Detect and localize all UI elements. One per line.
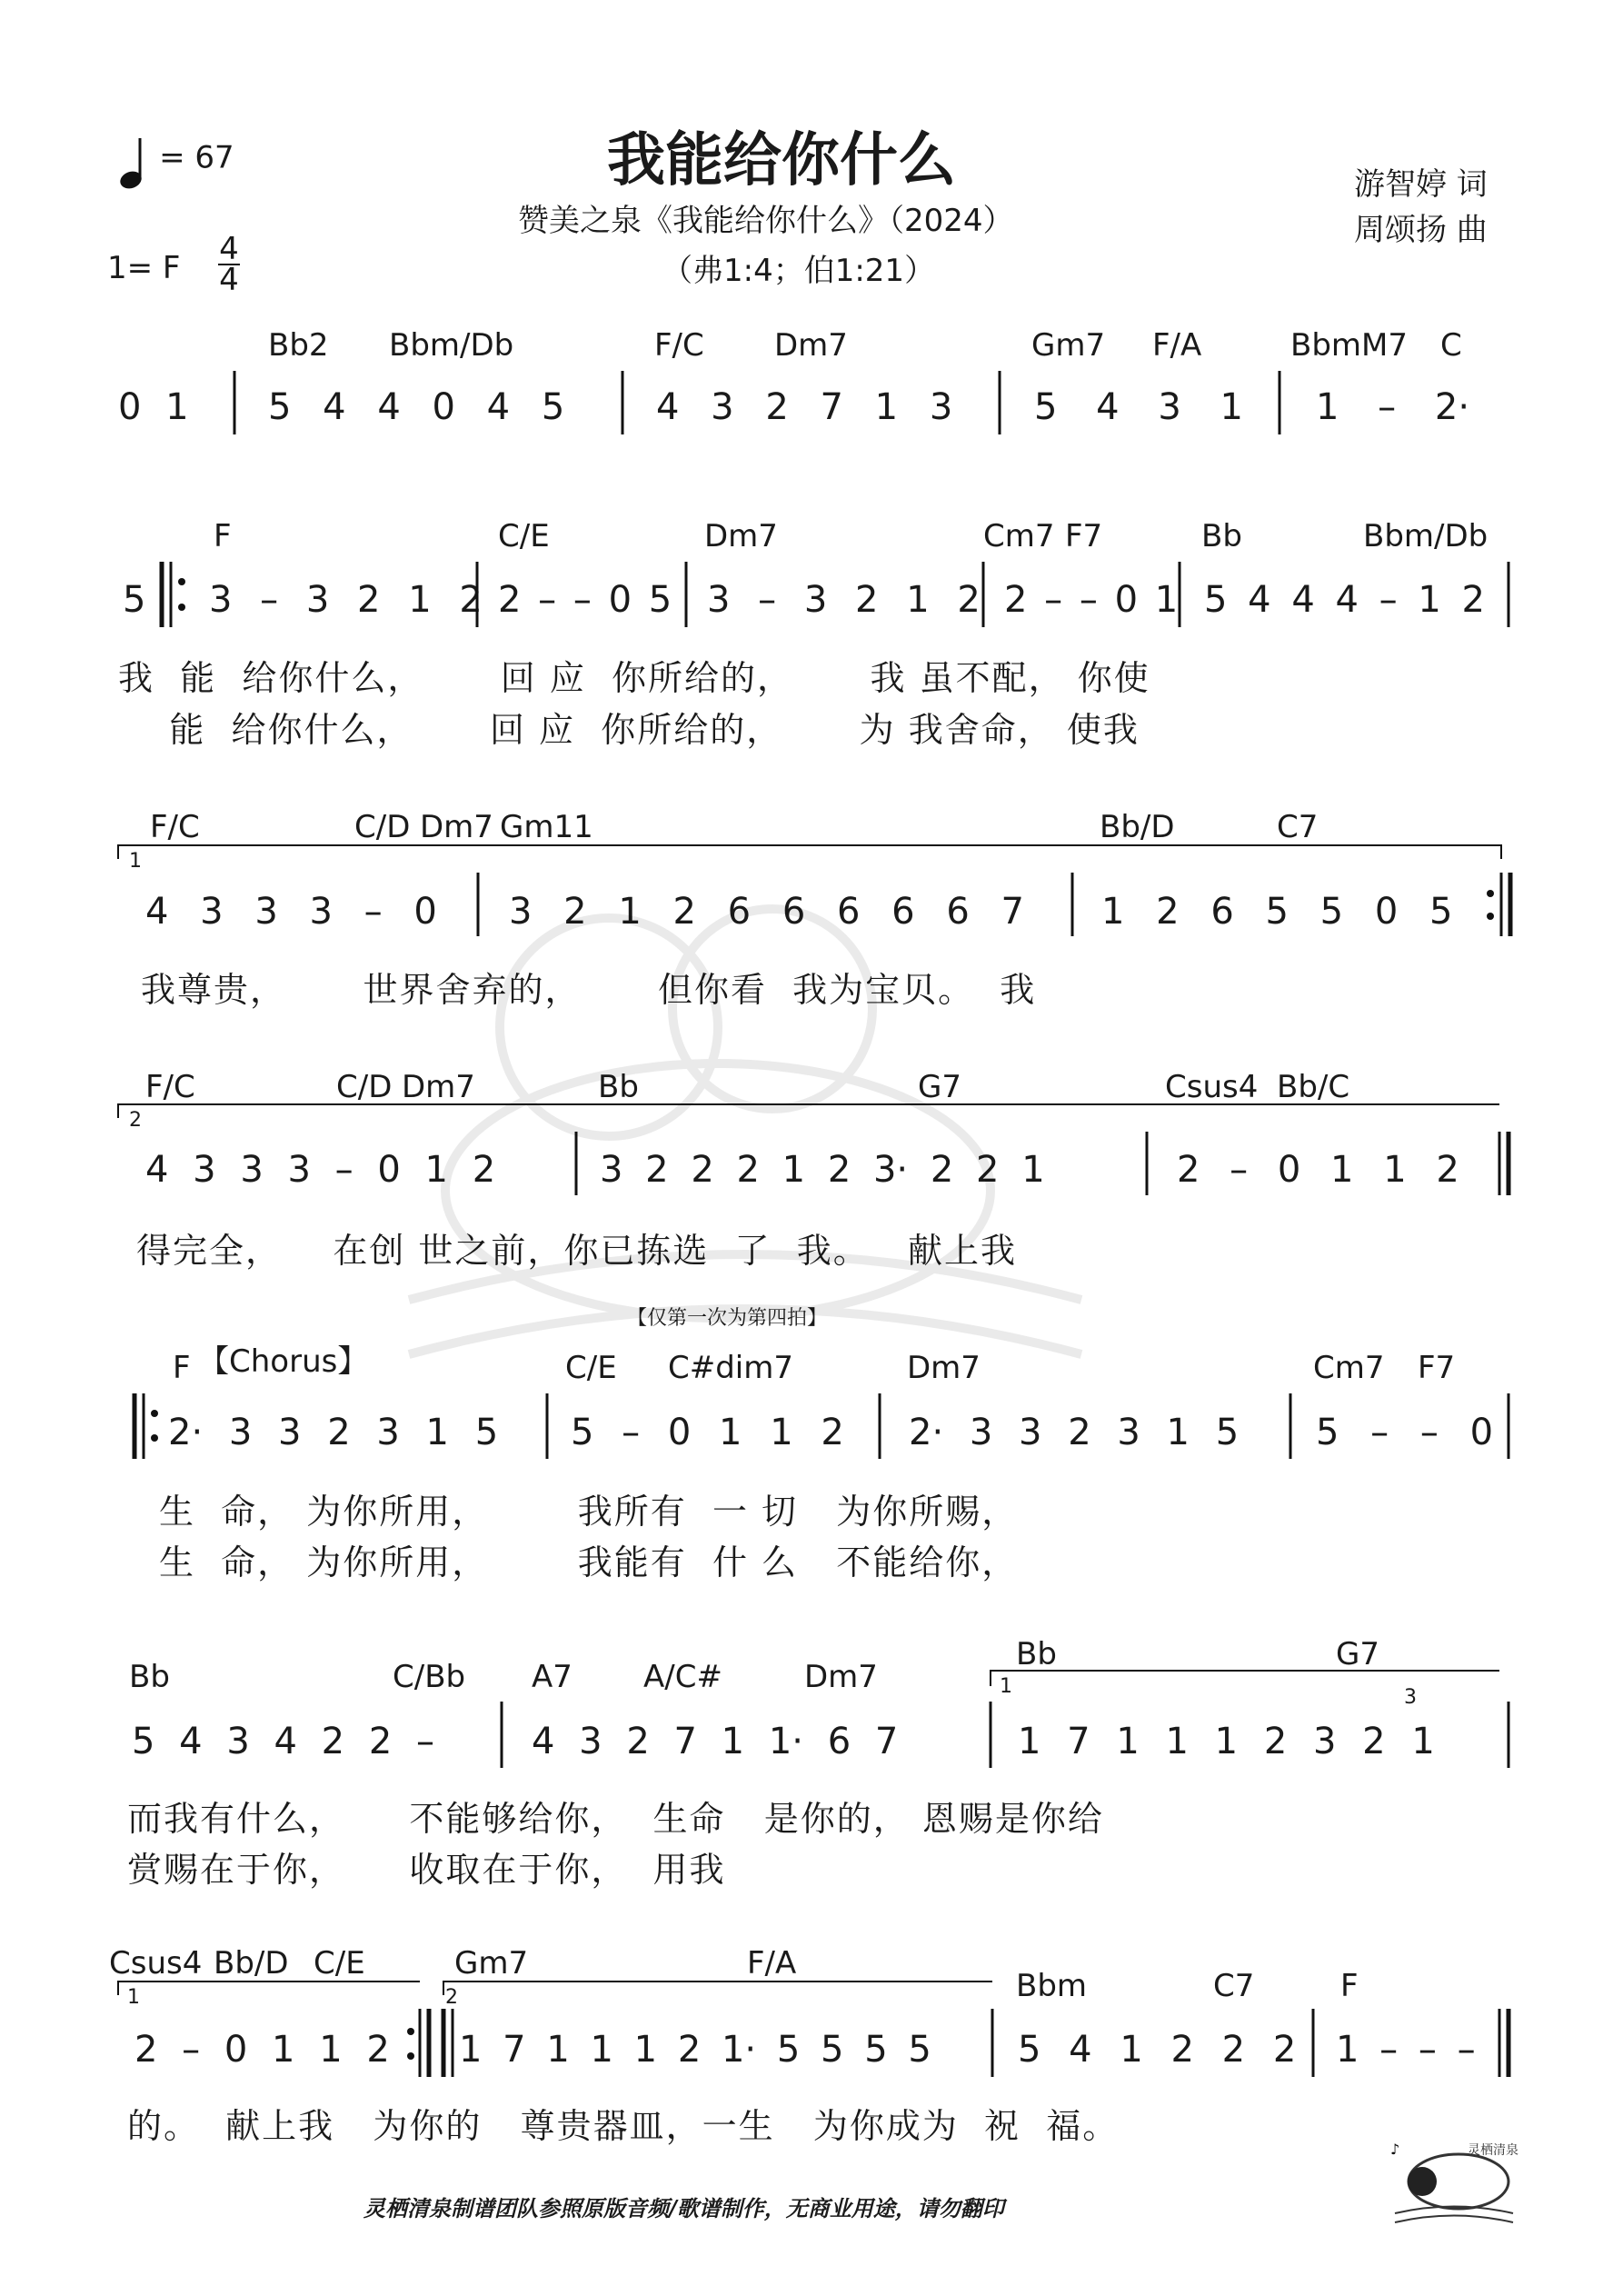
measure: 2 – 0 1 1 2	[134, 2029, 390, 2071]
chord: Gm7	[454, 1945, 529, 1982]
chord: G7	[1336, 1636, 1379, 1672]
measure: 3 2 1 2 6 6 6 6 6 7	[509, 891, 1024, 933]
chord: Cm7	[983, 518, 1055, 554]
volta-number: 1	[1000, 1675, 1012, 1698]
key-signature: 1= F	[107, 250, 181, 286]
chord: C/E	[498, 518, 550, 554]
chord: Dm7	[774, 327, 848, 364]
chord: Bbm/Db	[1363, 518, 1489, 554]
chord: F7	[1418, 1350, 1456, 1386]
chord: F	[214, 518, 232, 554]
chord: A7	[532, 1659, 573, 1695]
measure: 2· 3 3 2 3 1 5	[168, 1412, 499, 1453]
lyric-line: 生 命， 为你所用， 我所有 一 切 为你所赐，	[159, 1492, 1019, 1532]
performance-note: 【仅第一次为第四拍】	[627, 1307, 828, 1330]
chord: Bb	[1016, 1636, 1057, 1672]
chord: C/D	[354, 809, 411, 845]
volta-number: 2	[445, 1986, 458, 2009]
chord: F/A	[1152, 327, 1202, 364]
volta-number: 1	[129, 850, 142, 873]
measure: 5 4 3 1	[1034, 386, 1243, 428]
measure: 5 4 4 0 4 5	[268, 386, 565, 428]
chord: A/C#	[643, 1659, 722, 1695]
measure: 4 3 3 3 – 0 1 2	[145, 1149, 496, 1191]
lyric-line: 能 给你什么， 回 应 你所给的， 为 我舍命， 使我	[118, 710, 1140, 750]
chord: Bb/D	[214, 1945, 289, 1982]
lyricist: 游智婷 词	[1354, 166, 1488, 203]
chord: C/E	[565, 1350, 617, 1386]
measure: 4 3 3 3 – 0	[145, 891, 437, 933]
chord: G7	[918, 1069, 961, 1105]
section-tag: 【Chorus】	[198, 1343, 369, 1380]
chord: C#dim7	[668, 1350, 794, 1386]
chord: F/C	[654, 327, 704, 364]
lyric-line: 得完全， 在创 世之前，你已拣选 了 我。 献上我	[136, 1231, 1017, 1271]
measure: 0 1	[118, 386, 189, 428]
measure: 5 – – 0	[1316, 1412, 1494, 1453]
volta-number: 2	[129, 1109, 142, 1132]
chord: Bbm/Db	[389, 327, 514, 364]
time-top: 4	[219, 231, 239, 267]
lyric-line: 我尊贵， 世界舍弃的， 但你看 我为宝贝。 我	[141, 970, 1037, 1010]
chord: Bb/D	[1100, 809, 1175, 845]
lyric-line: 我 能 给你什么， 回 应 你所给的， 我 虽不配， 你使	[118, 658, 1150, 698]
chord: Cm7	[1313, 1350, 1385, 1386]
chord: F	[1340, 1968, 1359, 2004]
chord: Dm7	[420, 809, 493, 845]
chord: C/E	[314, 1945, 365, 1982]
measure: 5	[123, 579, 146, 621]
measure: 5 4 1 2 2 2	[1018, 2029, 1297, 2071]
logo-text: 灵栖清泉	[1468, 2143, 1518, 2158]
triplet-mark: 3	[1404, 1686, 1417, 1709]
chord: Dm7	[704, 518, 778, 554]
measure: 5 – 0 1 1 2	[571, 1412, 844, 1453]
lyric-line: 的。 献上我 为你的 尊贵器皿，一生 为你成为 祝 福。	[127, 2106, 1120, 2146]
chord: Csus4	[1165, 1069, 1259, 1105]
measure: 3 – 3 2 1 2	[707, 579, 981, 621]
sheep-watermark-icon	[336, 863, 1154, 1409]
composer: 周颂扬 曲	[1354, 212, 1488, 248]
volta-number: 1	[127, 1986, 140, 2009]
measure: 2 – – 0 1	[1004, 579, 1179, 621]
scripture-reference: （弗1:4；伯1:21）	[662, 253, 936, 289]
measure: 1 7 1 1 1 2 3 2 1	[1018, 1721, 1435, 1762]
lyric-line: 生 命， 为你所用， 我能有 什 么 不能给你，	[159, 1542, 1019, 1582]
lyric-line: 赏赐在于你， 收取在于你， 用我	[127, 1850, 726, 1890]
measure: 3 – 3 2 1 2	[209, 579, 483, 621]
measure: 1 – 2·	[1316, 386, 1470, 428]
measure: 1 7 1 1 1 2 1· 5 5 5 5	[459, 2029, 931, 2071]
chord: Dm7	[804, 1659, 878, 1695]
song-subtitle: 赞美之泉《我能给你什么》（2024）	[518, 203, 1014, 239]
chord: F/C	[150, 809, 200, 845]
chord: BbmM7	[1290, 327, 1408, 364]
footer-notice: 灵栖清泉制谱团队参照原版音频/歌谱制作，无商业用途，请勿翻印	[363, 2195, 1004, 2221]
chord: Bb	[129, 1659, 170, 1695]
chord: Csus4	[109, 1945, 203, 1982]
measure: 4 3 2 7 1 1· 6 7	[532, 1721, 899, 1762]
chord: Bb	[598, 1069, 639, 1105]
measure: 1 2 6 5 5 0 5	[1101, 891, 1453, 933]
chord: Dm7	[907, 1350, 981, 1386]
chord: C7	[1277, 809, 1319, 845]
measure: 5 4 4 4 – 1 2	[1204, 579, 1485, 621]
measure: 2 – 0 1 1 2	[1177, 1149, 1459, 1191]
chord: C	[1440, 327, 1462, 364]
measure: 2 – – 0 5	[498, 579, 672, 621]
svg-text:♪: ♪	[1390, 2141, 1400, 2158]
chord: F	[173, 1350, 191, 1386]
chord: F/A	[747, 1945, 797, 1982]
chord: Bb2	[268, 327, 329, 364]
measure: 1 – – –	[1336, 2029, 1476, 2071]
time-bottom: 4	[219, 262, 239, 298]
chord: Gm7	[1031, 327, 1106, 364]
chord: Bb	[1201, 518, 1242, 554]
chord: C7	[1213, 1968, 1255, 2004]
measure: 3 2 2 2 1 2 3· 2 2 1	[600, 1149, 1045, 1191]
brand-logo	[1386, 2136, 1522, 2227]
chord: C/Bb	[393, 1659, 466, 1695]
measure: 5 4 3 4 2 2 –	[132, 1721, 434, 1762]
chord: Gm11	[500, 809, 593, 845]
chord: Bb/C	[1277, 1069, 1350, 1105]
song-title: 我能给你什么	[607, 127, 956, 195]
chord: F/C	[145, 1069, 195, 1105]
chord: Bbm	[1016, 1968, 1088, 2004]
chord: Dm7	[402, 1069, 475, 1105]
measure: 2· 3 3 2 3 1 5	[909, 1412, 1240, 1453]
lyric-line: 而我有什么， 不能够给你， 生命 是你的， 恩赐是你给	[127, 1799, 1104, 1839]
chord: C/D	[336, 1069, 393, 1105]
tempo-value: = 67	[159, 139, 234, 176]
chord: F7	[1065, 518, 1103, 554]
measure: 4 3 2 7 1 3	[656, 386, 953, 428]
